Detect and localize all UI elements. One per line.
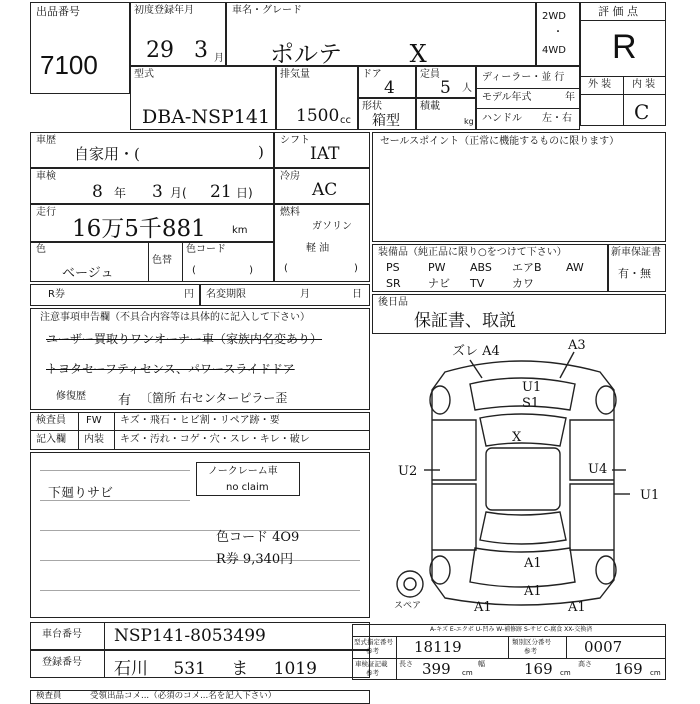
score-value: R (612, 28, 637, 66)
equipment-item2-1: ナビ (428, 277, 450, 290)
entry-label: 記入欄 (36, 434, 66, 445)
type-code-label: 型式指定番号 (354, 638, 393, 646)
model-value: DBA-NSP141 (142, 106, 271, 128)
type-code-value: 18119 (414, 638, 462, 656)
color-value: ベージュ (62, 266, 114, 281)
equipment-item2-2: TV (470, 277, 485, 290)
load-label: 積載 (420, 101, 440, 112)
model-label: 型式 (134, 69, 154, 80)
first-reg-year: 29 (146, 38, 174, 63)
fuel-diesel: 軽 油 (306, 243, 330, 254)
handle-options: 左・右 (542, 113, 572, 124)
equipment-item-1: PW (428, 261, 446, 274)
inspector-interior: 内装 (84, 434, 104, 445)
reg-sub: 参考 (366, 669, 379, 677)
width-unit: cm (560, 669, 571, 677)
score-label: 評 価 点 (598, 5, 638, 18)
length-label: 長さ (399, 660, 413, 668)
repair-place: 〔箇所 右センターピラー歪 (140, 391, 288, 405)
history-value: 自家用・( (74, 145, 140, 163)
after-parts-value: 保証書、取説 (414, 311, 516, 331)
exterior-label: 外 装 (588, 79, 612, 90)
equipment-item-2: ABS (470, 261, 492, 274)
dealer-label: ディーラー・並 行 (482, 72, 565, 83)
height-label: 高さ (578, 660, 592, 668)
seats-label: 定員 (420, 69, 440, 80)
shift-label: シフト (280, 135, 310, 146)
inspector-fw: FW (86, 415, 102, 426)
color-code-paren: ( ) (192, 265, 253, 276)
mark-a4: ズレ A4 (452, 344, 500, 359)
mark-u2: U2 (398, 464, 418, 479)
name-grade-label: 車名・グレード (232, 5, 302, 16)
equipment-item2-0: SR (386, 277, 401, 290)
equipment-item2-3: カワ (512, 277, 534, 290)
notes-line1: ユーザー買取りワンオーナー車（家族内名変あり） (46, 332, 323, 346)
width-label: 幅 (478, 660, 485, 668)
mark-a1-bl: A1 (474, 600, 492, 615)
inspection-month-unit: 月( (170, 186, 187, 200)
mileage-label: 走行 (36, 207, 56, 218)
mark-a3: A3 (568, 338, 586, 353)
mileage-unit: km (232, 225, 248, 236)
drive-dot: ・ (553, 27, 563, 38)
width-value: 169 (524, 660, 553, 678)
equipment-item-3: エアB (512, 261, 542, 274)
class-label: 類別区分番号 (512, 638, 551, 646)
warranty-options: 有・無 (618, 267, 651, 280)
chassis-label: 車台番号 (42, 629, 82, 640)
inspection-month: 3 (152, 182, 163, 202)
mileage-value: 16万5千881 (72, 216, 206, 242)
inspection-day: 21 (210, 182, 232, 202)
shift-value: IAT (310, 144, 340, 164)
history-label: 車歴 (36, 135, 56, 146)
repaint-label: 色替 (152, 255, 172, 266)
warranty-label: 新車保証書 (611, 247, 661, 258)
comment-r-ticket: R券 9,340円 (216, 552, 294, 567)
type-code-sub: 参考 (366, 647, 379, 655)
displacement-unit: cc (340, 115, 351, 126)
history-close-paren: ) (258, 143, 264, 161)
displacement-label: 排気量 (280, 69, 310, 80)
height-unit: cm (650, 669, 661, 677)
equipment-label: 装備品（純正品に限り○をつけて下さい） (378, 247, 567, 258)
class-sub: 参考 (524, 647, 537, 655)
model-year-label: モデル年式 (482, 92, 532, 103)
class-value: 0007 (584, 638, 623, 656)
registration-value: 石川 531 ま 1019 (114, 659, 317, 679)
registration-label: 登録番号 (42, 657, 82, 668)
no-claim-jp: ノークレーム車 (208, 466, 278, 477)
inspector-row1: キズ・飛石・ヒビ割・リペア跡・要 (120, 415, 280, 426)
inspection-label: 車検 (36, 171, 56, 182)
name-grade-value: ポルテ X (270, 40, 427, 68)
load-unit: kg (464, 117, 474, 126)
mark-s1: S1 (522, 396, 540, 411)
height-value: 169 (614, 660, 643, 678)
interior-value: C (634, 100, 650, 124)
notes-line2: トヨタセーフティセンス、パワースライドドア (46, 362, 295, 376)
legend-line: A-キズ E-エクボ U-凹み W-補修跡 S-サビ C-腐食 XX-交換済 (430, 626, 593, 633)
shape-label: 形状 (362, 101, 382, 112)
mark-u4: U4 (588, 462, 608, 477)
color-code-label: 色コード (186, 244, 226, 255)
comment-handwritten1: 下廻りサビ (48, 486, 114, 501)
length-unit: cm (462, 669, 473, 677)
mark-a1-br: A1 (568, 600, 586, 615)
drive-4wd: 4WD (542, 45, 566, 56)
mark-u1-front: U1 (522, 380, 542, 395)
interior-label: 内 装 (632, 79, 656, 90)
name-change-month: 月 (300, 289, 310, 300)
color-label: 色 (36, 244, 46, 255)
inspection-year-unit: 年 (114, 186, 127, 200)
equipment-item-0: PS (386, 261, 400, 274)
spare-label: スペア (394, 601, 422, 611)
mark-x: X (512, 430, 522, 445)
after-parts-label: 後日品 (378, 297, 408, 308)
inspector-label: 検査員 (36, 415, 66, 426)
seats-value: 5 (440, 78, 451, 98)
inspection-day-unit: 日) (236, 186, 253, 200)
drive-2wd: 2WD (542, 11, 566, 22)
shape-value: 箱型 (372, 113, 400, 129)
footer-note: 受領出品コメ...（必須のコメ...名を記入下さい） (90, 691, 277, 701)
ac-label: 冷房 (280, 171, 300, 182)
name-change-day: 日 (352, 289, 362, 300)
reg-label: 車検証記載 (355, 660, 388, 668)
first-reg-month: 3 (194, 38, 208, 63)
fuel-gasoline: ガソリン (312, 221, 352, 232)
r-ticket-label: R券 (48, 289, 65, 300)
sales-point-label: セールスポイント（正常に機能するものに限ります） (380, 136, 620, 147)
first-reg-label: 初度登録年月 (134, 5, 194, 16)
ac-value: AC (312, 180, 338, 200)
equipment-item-4: AW (566, 261, 584, 274)
first-reg-month-unit: 月 (214, 53, 224, 64)
notes-label: 注意事項申告欄（不具合内容等は具体的に記入して下さい） (40, 312, 310, 323)
no-claim-en: no claim (226, 482, 269, 493)
name-change-label: 名変期限 (206, 289, 246, 300)
seats-unit: 人 (462, 83, 472, 94)
fuel-label: 燃料 (280, 207, 300, 218)
inspection-year: 8 (92, 182, 103, 202)
handle-label: ハンドル (482, 113, 522, 124)
inspector-row2: キズ・汚れ・コゲ・穴・スレ・キレ・破レ (120, 434, 310, 445)
displacement-value: 1500 (296, 106, 340, 126)
repair-label: 修復歴 (56, 391, 86, 402)
lot-number: 7100 (40, 50, 98, 80)
r-ticket-unit: 円 (184, 289, 194, 300)
doors-value: 4 (384, 78, 395, 98)
footer-label: 検査員 (36, 691, 62, 701)
doors-label: ドア (362, 69, 382, 80)
lot-label: 出品番号 (36, 5, 80, 18)
model-year-unit: 年 (565, 92, 575, 103)
fuel-paren-close: ) (354, 263, 358, 274)
repair-value: 有 (118, 393, 132, 408)
mark-u1-side: U1 (640, 488, 660, 503)
mark-a1-bc: A1 (524, 584, 542, 599)
chassis-value: NSP141-8053499 (114, 626, 266, 646)
mark-a1-rear: A1 (524, 556, 542, 571)
fuel-paren-open: ( (284, 263, 288, 274)
comment-color-code: 色コード 4O9 (216, 530, 300, 545)
length-value: 399 (422, 660, 451, 678)
